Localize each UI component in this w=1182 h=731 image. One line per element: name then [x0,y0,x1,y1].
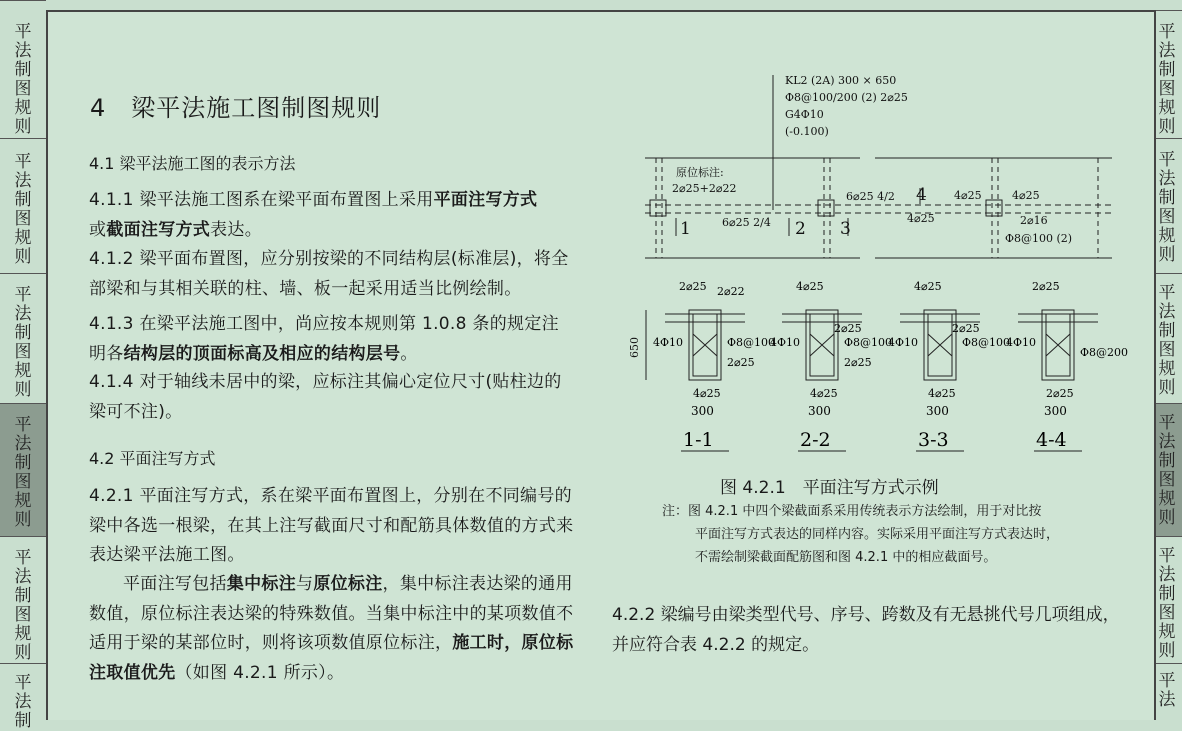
tab-char: 规 [1158,226,1176,246]
dim-650: 650 [628,337,641,358]
section-1-side: 4Φ10 [653,336,684,349]
section-1-bot1: 2⌀25 [727,356,755,369]
tab-char: 法 [14,692,32,712]
tab-char: 平 [14,152,32,172]
right-tab-6[interactable] [1152,663,1182,718]
chapter-title: 4 梁平法施工图制图规则 [90,94,382,122]
figure-note: 注：图 4.2.1 中四个梁截面系采用传统表示方法绘制，用于对比按 平面注写方式表达的同样内容。实际采用平面注写方式表达时， 不需绘制梁截面配筋图和图 4.2.1 中的相应截面号。 [662,504,1060,565]
paragraph-4-2-2: 4.2.2 梁编号由梁类型代号、序号、跨数及有无悬挑代号几项组成，并应符合表 4.2.2 的规定。 [612,605,1120,655]
left-tab-column[interactable] [0,138,46,273]
section-2-name: 2-2 [800,429,831,451]
right-tab-5[interactable] [1152,536,1182,663]
tab-char: 图 [1158,470,1176,490]
section-1-hatch [693,334,717,356]
section-2-width: 300 [808,404,831,418]
tab-char: 平 [14,673,32,693]
paragraph-4-1-3: 4.1.3 在梁平法施工图中，尚应按本规则第 1.0.8 条的规定注明各结构层的顶面标高及相应的结构层号。 [89,314,559,364]
tab-char: 规 [14,491,32,511]
tab-char: 规 [1158,622,1176,642]
callout-line-1: KL2 (2A) 300 × 650 [785,74,897,87]
section-3-name: 3-3 [918,429,949,451]
section-1-top2: 2⌀22 [717,285,745,298]
section-2-side: 4Φ10 [770,336,801,349]
tab-char: 图 [14,209,32,229]
left-tab-shearwall[interactable] [0,273,46,403]
left-tab-beam[interactable] [0,403,46,536]
section-3-bot2: 4⌀25 [928,387,956,400]
right-tab-1[interactable] [1152,10,1182,138]
paragraph-4-1-2: 4.1.2 梁平面布置图，应分别按梁的不同结构层(标准层)，将全部梁和与其相关联的柱、墙、板一起采用适当比例绘制。 [89,249,569,299]
plan-column-3 [986,200,1002,216]
tab-char: 制 [1158,60,1176,80]
tab-char: 图 [14,605,32,625]
section-4-name: 4-4 [1036,429,1067,451]
paragraph-4-2-1-b: 平面注写包括集中标注与原位标注，集中标注表达梁的通用数值，原位标注表达梁的特殊数值。当集中标注中的某项数值不适用于梁的某部位时，则将该项数值原位标注，施工时，原位标注取值优先（如图 4.2.1 所示）。 [89,574,574,683]
tab-char: 法 [14,171,32,191]
section-2-slab [782,314,862,322]
plan-label-3: 4⌀25 [907,212,935,225]
section-1-bot2: 4⌀25 [693,387,721,400]
section-3-width: 300 [926,404,949,418]
tab-char: 平 [1158,150,1176,170]
right-tab-2[interactable] [1152,138,1182,273]
figure-caption: 图 4.2.1 平面注写方式示例 [720,478,939,498]
section-2-hatch [810,334,834,356]
paragraph-4-1-4: 4.1.4 对于轴线未居中的梁，应标注其偏心定位尺寸(贴柱边的梁可不注)。 [89,372,562,422]
section-4-2-heading: 4.2 平面注写方式 [89,449,216,468]
section-3-slab [900,314,980,322]
tab-char: 法 [14,41,32,61]
tab-char: 制 [14,323,32,343]
section-4-bot2: 2⌀25 [1046,387,1074,400]
tab-char: 则 [14,117,32,137]
tab-char: 平 [1158,22,1176,42]
callout-line-2: Φ8@100/200 (2) 2⌀25 [785,91,908,104]
tab-char: 规 [14,624,32,644]
tab-char: 制 [14,711,32,731]
plan-label-4: 4⌀25 [954,189,982,202]
left-tab-general[interactable] [0,0,46,138]
tab-char: 法 [1158,41,1176,61]
tab-char: 法 [1158,169,1176,189]
section-4-side: 4Φ10 [1006,336,1037,349]
tab-char: 规 [1158,489,1176,509]
tab-char: 图 [14,342,32,362]
paragraph-4-1-1: 4.1.1 梁平法施工图系在梁平面布置图上采用平面注写方式 或截面注写方式表达。 [89,190,538,240]
left-tab-slab[interactable] [0,536,46,663]
paragraph-4-2-1: 4.2.1 平面注写方式，系在梁平面布置图上，分别在不同编号的梁中各选一根梁，在其上注写截面尺寸和配筋具体数值的方式来表达梁平法施工图。 [89,486,574,565]
tab-char: 规 [1158,98,1176,118]
tab-char: 平 [14,22,32,42]
section-2-bot2: 4⌀25 [810,387,838,400]
section-1-top: 2⌀25 [679,280,707,293]
tab-char: 则 [1158,641,1176,661]
plan-column-2 [818,200,834,216]
section-4-slab [1018,314,1098,322]
tab-char: 则 [14,380,32,400]
tab-char: 制 [1158,188,1176,208]
section-4-width: 300 [1044,404,1067,418]
section-num-2: 2 [795,219,806,239]
tab-char: 法 [14,304,32,324]
section-4-hatch [1046,334,1070,356]
tab-char: 平 [1158,546,1176,566]
tab-char: 则 [1158,508,1176,528]
tab-char: 则 [14,510,32,530]
callout-line-4: (-0.100) [785,125,829,138]
section-3-top2: 2⌀25 [952,322,980,335]
tab-char: 规 [14,98,32,118]
tab-char: 法 [14,434,32,454]
tab-char: 平 [14,285,32,305]
section-3-top: 4⌀25 [914,280,942,293]
tab-char: 图 [14,79,32,99]
tab-char: 法 [1158,690,1176,710]
tab-char: 法 [1158,565,1176,585]
orig-label-2: 2⌀25+2⌀22 [672,182,737,195]
tab-char: 规 [14,228,32,248]
tab-char: 图 [1158,603,1176,623]
tab-char: 则 [14,247,32,267]
tab-char: 制 [1158,321,1176,341]
section-1-name: 1-1 [683,429,714,451]
plan-label-2: 6⌀25 4/2 [846,190,895,203]
tab-char: 平 [14,548,32,568]
section-4-1-heading: 4.1 梁平法施工图的表示方法 [89,154,296,173]
section-1-width: 300 [691,404,714,418]
plan-label-7: Φ8@100 (2) [1005,232,1073,245]
plan-column-1 [650,200,666,216]
tab-char: 则 [1158,117,1176,137]
tab-char: 平 [1158,283,1176,303]
section-num-4: 4 [916,185,927,205]
section-2-bot1: 2⌀25 [844,356,872,369]
tab-char: 图 [1158,79,1176,99]
tab-char: 制 [14,190,32,210]
tab-char: 则 [1158,245,1176,265]
tab-char: 则 [14,643,32,663]
section-3-hatch [928,334,952,356]
figure-4-2-1 [620,68,1140,468]
tab-char: 则 [1158,378,1176,398]
section-4-top: 2⌀25 [1032,280,1060,293]
section-2-top2: 2⌀25 [834,322,862,335]
left-tab-floorslab[interactable] [0,663,46,731]
tab-char: 图 [1158,340,1176,360]
callout-line-3: G4Φ10 [785,108,824,121]
section-1-stirrup-label: Φ8@100 [727,336,776,349]
right-tab-3[interactable] [1152,273,1182,403]
orig-label-1: 原位标注: [676,166,724,179]
section-1-slab [665,314,745,322]
section-num-1: 1 [680,219,691,239]
tab-char: 规 [14,361,32,381]
section-3-side: 4Φ10 [888,336,919,349]
tab-char: 规 [1158,359,1176,379]
tab-char: 制 [14,60,32,80]
section-2-top: 4⌀25 [796,280,824,293]
section-4-stirrup-label: Φ8@200 [1080,346,1129,359]
tab-char: 制 [1158,584,1176,604]
tab-char: 平 [14,415,32,435]
plan-label-5: 4⌀25 [1012,189,1040,202]
section-3-stirrup-label: Φ8@100 [962,336,1011,349]
right-tab-4[interactable] [1152,403,1182,536]
tab-char: 法 [1158,432,1176,452]
plan-label-1: 6⌀25 2/4 [722,216,771,229]
tab-char: 平 [1158,413,1176,433]
tab-char: 图 [1158,207,1176,227]
section-num-3: 3 [840,219,851,239]
tab-char: 平 [1158,671,1176,691]
plan-label-6: 2⌀16 [1020,214,1048,227]
tab-char: 制 [1158,451,1176,471]
tab-char: 法 [14,567,32,587]
tab-char: 制 [14,453,32,473]
section-2-stirrup-label: Φ8@100 [844,336,893,349]
tab-char: 法 [1158,302,1176,322]
tab-char: 制 [14,586,32,606]
tab-char: 图 [14,472,32,492]
